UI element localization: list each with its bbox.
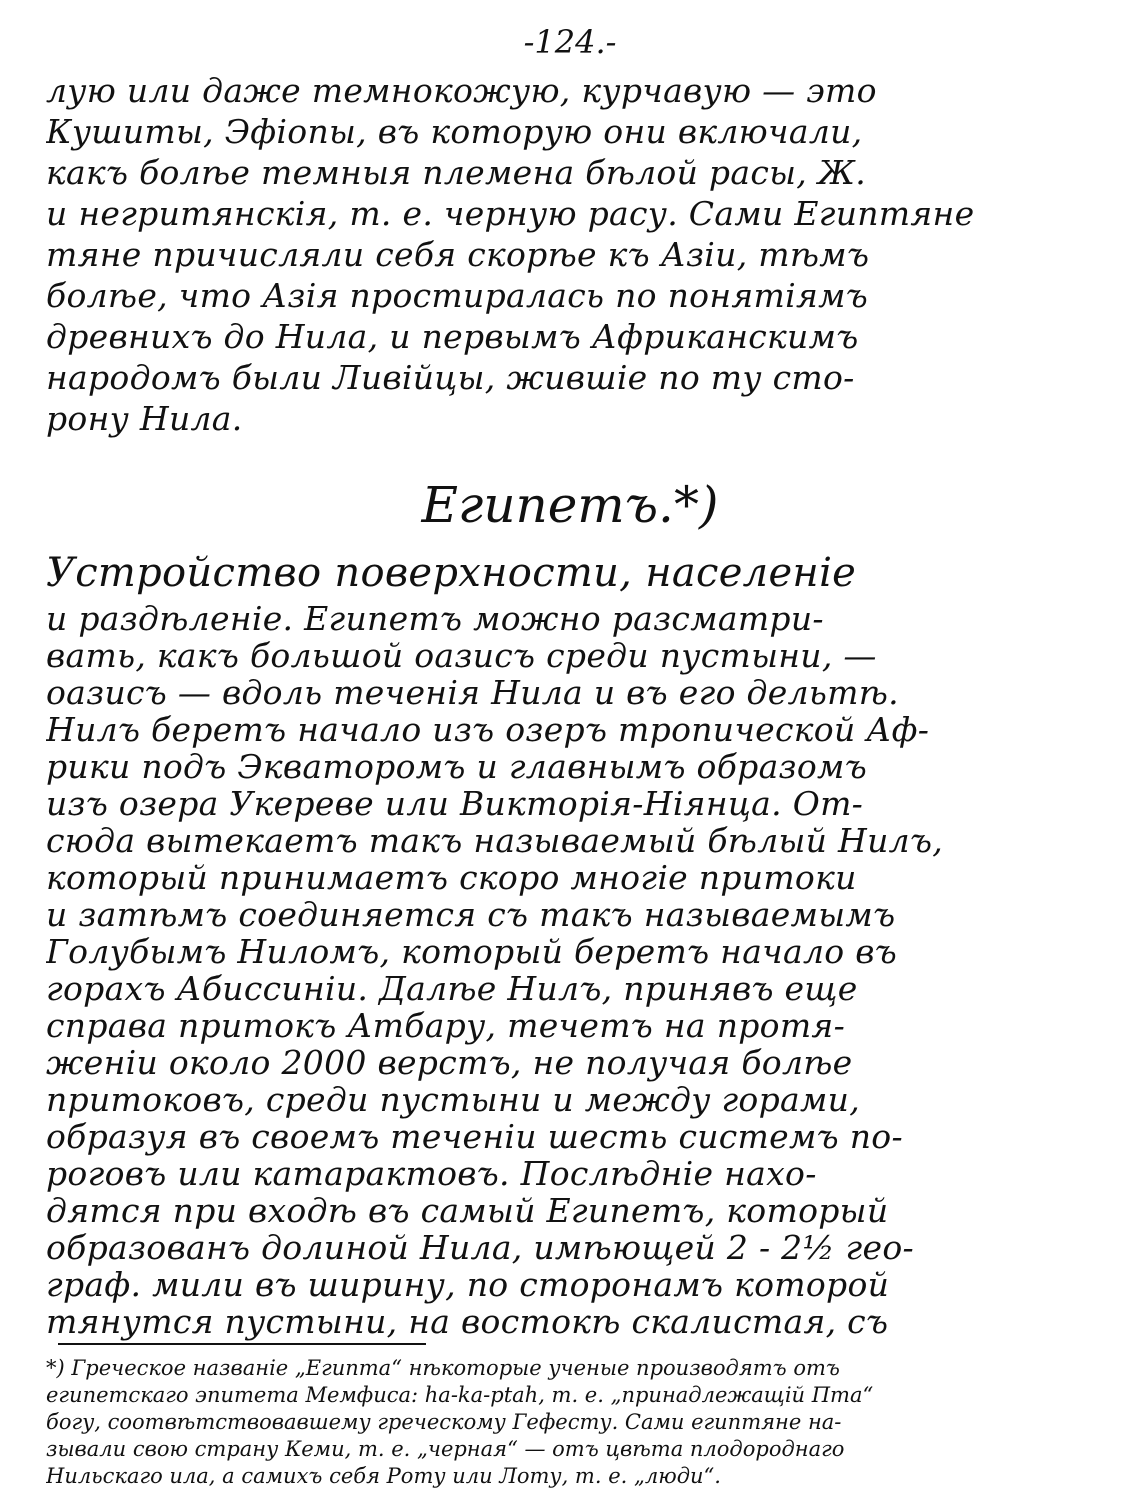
footnote-line: зывали свою страну Кеми, т. е. „черная“ — отъ цвѣта плодороднаго <box>46 1437 845 1461</box>
text-line: образованъ долиной Нила, имѣющей 2 - 2½ гео- <box>46 1228 914 1267</box>
page-number: -124.- <box>523 23 617 61</box>
text-line: образуя въ своемъ теченіи шесть системъ по- <box>46 1117 903 1156</box>
text-line: сюда вытекаетъ такъ называемый бѣлый Нилъ, <box>46 821 944 860</box>
text-line: какъ болѣе темныя племена бѣлой расы, Ж. <box>46 153 867 192</box>
text-line: изъ озера Укереве или Викторія-Ніянца. От- <box>46 784 864 823</box>
text-line: роговъ или катарактовъ. Послѣдніе нахо- <box>46 1154 817 1193</box>
text-line: который принимаетъ скоро многіе притоки <box>46 858 857 897</box>
footnote-rule <box>58 1343 426 1345</box>
text-line: притоковъ, среди пустыни и между горами, <box>46 1080 861 1119</box>
text-line: и затѣмъ соединяется съ такъ называемымъ <box>46 895 896 934</box>
text-line: и раздѣленіе. Египетъ можно разсматри- <box>46 599 824 638</box>
text-line: Кушиты, Эфіопы, въ которую они включали, <box>46 112 863 151</box>
text-line: болѣе, что Азія простиралась по понятіямъ <box>46 276 869 315</box>
text-line: вать, какъ большой оазисъ среди пустыни, — <box>46 636 877 675</box>
footnote-line: *) Греческое названіе „Египта“ нѣкоторые ученые производятъ отъ <box>46 1356 840 1380</box>
text-line: народомъ были Ливійцы, жившіе по ту сто- <box>46 358 855 397</box>
section-heading: Египетъ.*) <box>421 476 719 534</box>
text-line: рики подъ Экваторомъ и главнымъ образомъ <box>46 747 867 786</box>
text-line: тянутся пустыни, на востокѣ скалистая, съ <box>46 1302 889 1341</box>
text-line: горахъ Абиссиніи. Далѣе Нилъ, принявъ еще <box>46 969 858 1008</box>
footnote-line: Нильскаго ила, а самихъ себя Роту или Лоту, т. е. „люди“. <box>46 1464 721 1488</box>
text-line: древнихъ до Нила, и первымъ Африканскимъ <box>46 317 859 356</box>
text-line: женіи около 2000 верстъ, не получая болѣе <box>46 1043 853 1082</box>
footnote-line: богу, соотвѣтствовавшему греческому Гефесту. Сами египтяне на- <box>46 1410 842 1434</box>
text-line: рону Нила. <box>46 399 243 438</box>
text-line: лую или даже темнокожую, курчавую — это <box>46 71 877 110</box>
footnote-line: египетскаго эпитета Мемфиса: ha-ka-ptah, т. е. „принадлежащій Пта“ <box>46 1383 874 1407</box>
text-line: справа притокъ Атбару, течетъ на протя- <box>46 1006 846 1045</box>
text-line: Нилъ беретъ начало изъ озеръ тропической Аф- <box>46 710 930 749</box>
text-line: дятся при входѣ въ самый Египетъ, который <box>46 1191 889 1230</box>
text-line: Голубымъ Ниломъ, который беретъ начало въ <box>46 932 898 971</box>
text-line: и негритянскія, т. е. черную расу. Сами Египтяне <box>46 194 975 233</box>
text-line: граф. мили въ ширину, по сторонамъ которой <box>46 1265 890 1304</box>
text-line: тяне причисляли себя скорѣе къ Азіи, тѣмъ <box>46 235 870 274</box>
text-line: оазисъ — вдоль теченія Нила и въ его дельтѣ. <box>46 673 899 712</box>
subsection-title-line: Устройство поверхности, населеніе <box>46 550 857 596</box>
